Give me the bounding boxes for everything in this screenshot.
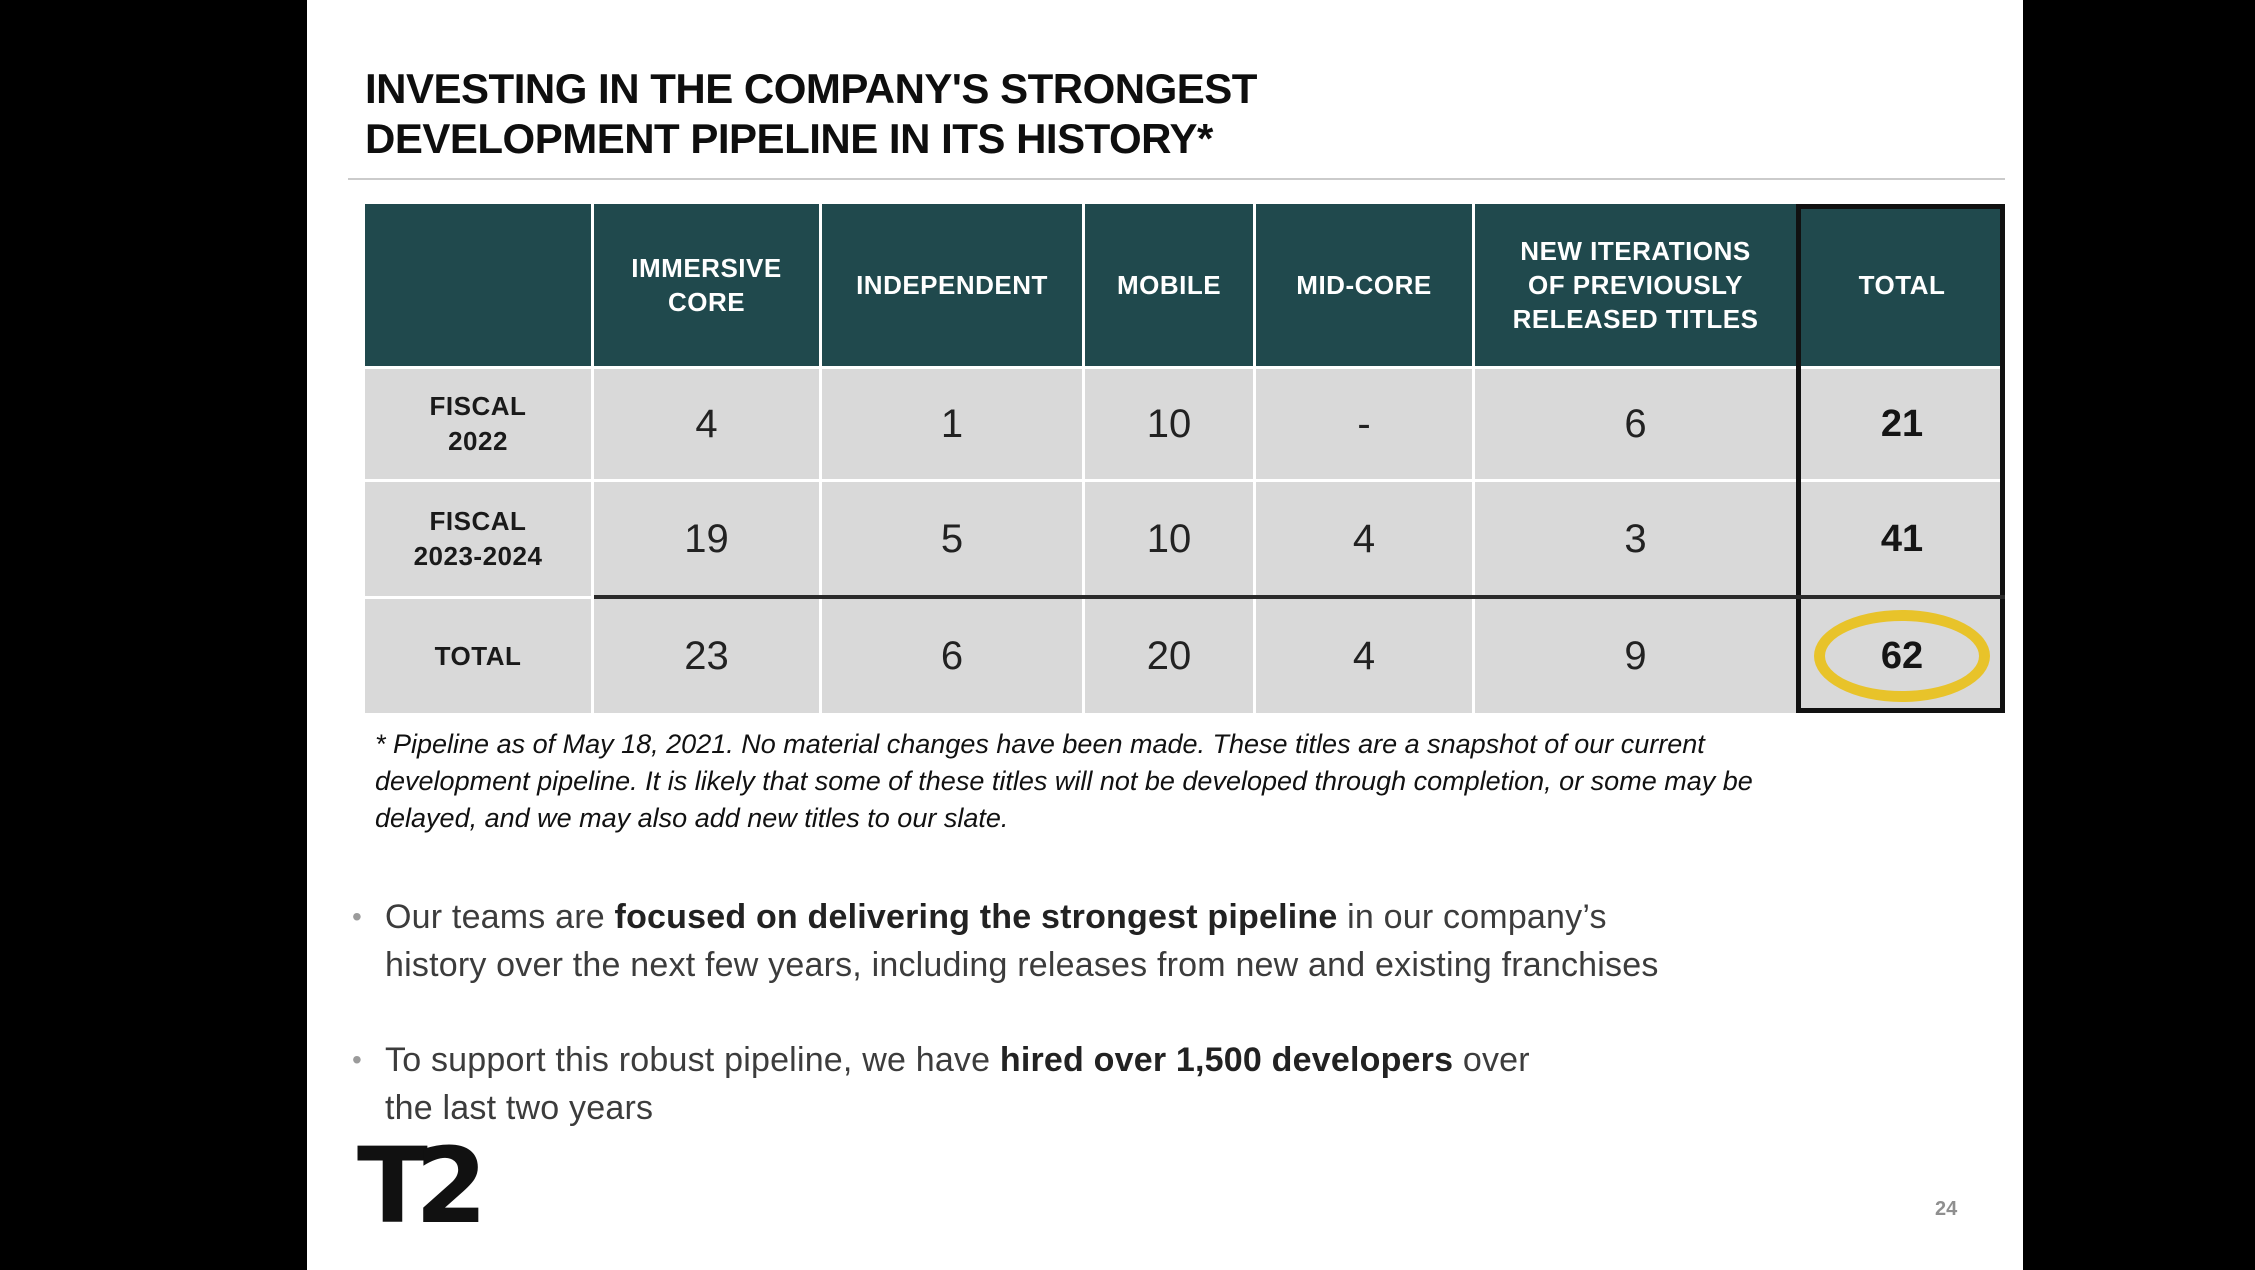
bullet-text xyxy=(385,1036,1530,1132)
header-text: CORE xyxy=(667,287,746,317)
value-cell: 4 xyxy=(594,369,819,479)
header-cell-blank xyxy=(365,204,591,366)
value-cell: 3 xyxy=(1475,482,1796,596)
value-cell: 6 xyxy=(822,599,1082,713)
bullet-text-segment: the last two years xyxy=(385,1089,654,1127)
value-cell: 23 xyxy=(594,599,819,713)
title-line-1: INVESTING IN THE COMPANY'S STRONGEST xyxy=(365,65,1257,112)
value-cell: 1 xyxy=(822,369,1082,479)
value-cell: 6 xyxy=(1475,369,1796,479)
bullet-icon: • xyxy=(352,1044,362,1075)
label-text: TOTAL xyxy=(434,640,522,671)
value-cell: 20 xyxy=(1085,599,1253,713)
footnote xyxy=(375,726,1985,837)
bullet-icon: • xyxy=(352,901,362,932)
header-cell-mid-core xyxy=(1256,204,1472,366)
bullet-text-bold: focused on delivering the strongest pipeline xyxy=(614,898,1338,936)
value-cell: 10 xyxy=(1085,482,1253,596)
label-text: FISCAL xyxy=(429,506,527,536)
total-cell: 41 xyxy=(1799,482,2005,596)
t2-logo: T2 xyxy=(357,1125,475,1247)
bullet-item-developers xyxy=(352,1036,1530,1132)
value-cell: 4 xyxy=(1256,599,1472,713)
header-cell-total xyxy=(1799,204,2005,366)
value-cell: 19 xyxy=(594,482,819,596)
total-cell: 21 xyxy=(1799,369,2005,479)
header-cell-mobile xyxy=(1085,204,1253,366)
bullet-text-segment: To support this robust pipeline, we have xyxy=(385,1041,1000,1079)
row-label-fiscal-2023-2024 xyxy=(365,482,591,596)
header-text: IMMERSIVE xyxy=(631,253,782,283)
value-cell: 9 xyxy=(1475,599,1796,713)
bullet-text-segment: Our teams are xyxy=(385,898,615,936)
footnote-line: * Pipeline as of May 18, 2021. No material changes have been made. These titles are a snapshot of our current xyxy=(375,729,1705,759)
header-text: OF PREVIOUSLY xyxy=(1527,270,1744,300)
page-number: 24 xyxy=(1935,1198,1958,1220)
header-cell-independent xyxy=(822,204,1082,366)
label-text: 2022 xyxy=(448,426,508,456)
value-cell: - xyxy=(1256,369,1472,479)
bullet-text-segment: in our company’s xyxy=(1337,898,1607,936)
slide-title xyxy=(365,64,1257,164)
title-line-2: DEVELOPMENT PIPELINE IN ITS HISTORY* xyxy=(365,115,1213,162)
value-cell: 5 xyxy=(822,482,1082,596)
grand-total-cell: 62 xyxy=(1799,599,2005,713)
header-text: NEW ITERATIONS xyxy=(1520,236,1751,266)
label-text: FISCAL xyxy=(429,391,527,421)
bullet-text-segment: over xyxy=(1453,1041,1530,1079)
header-cell-immersive-core xyxy=(594,204,819,366)
footnote-line: delayed, and we may also add new titles to our slate. xyxy=(375,803,1009,833)
row-label-fiscal-2022 xyxy=(365,369,591,479)
header-text: MOBILE xyxy=(1116,270,1222,300)
value-cell: 4 xyxy=(1256,482,1472,596)
slide xyxy=(307,0,2023,1270)
header-text: RELEASED TITLES xyxy=(1512,304,1759,334)
footnote-line: development pipeline. It is likely that some of these titles will not be developed through completion, or some may be xyxy=(375,766,1753,796)
header-text: MID-CORE xyxy=(1296,270,1432,300)
total-row-divider xyxy=(594,595,2005,599)
label-text: 2023-2024 xyxy=(413,541,543,571)
header-text: INDEPENDENT xyxy=(856,270,1048,300)
header-cell-new-iterations xyxy=(1475,204,1796,366)
bullet-text xyxy=(385,893,1659,989)
bullet-item-pipeline xyxy=(352,893,1659,989)
title-divider xyxy=(348,178,2005,180)
value-cell: 10 xyxy=(1085,369,1253,479)
bullet-text-segment: history over the next few years, including releases from new and existing franchises xyxy=(385,946,1659,984)
header-text: TOTAL xyxy=(1858,270,1946,300)
pipeline-table xyxy=(365,204,2005,713)
bullet-text-bold: hired over 1,500 developers xyxy=(999,1041,1454,1079)
row-label-total xyxy=(365,599,591,713)
